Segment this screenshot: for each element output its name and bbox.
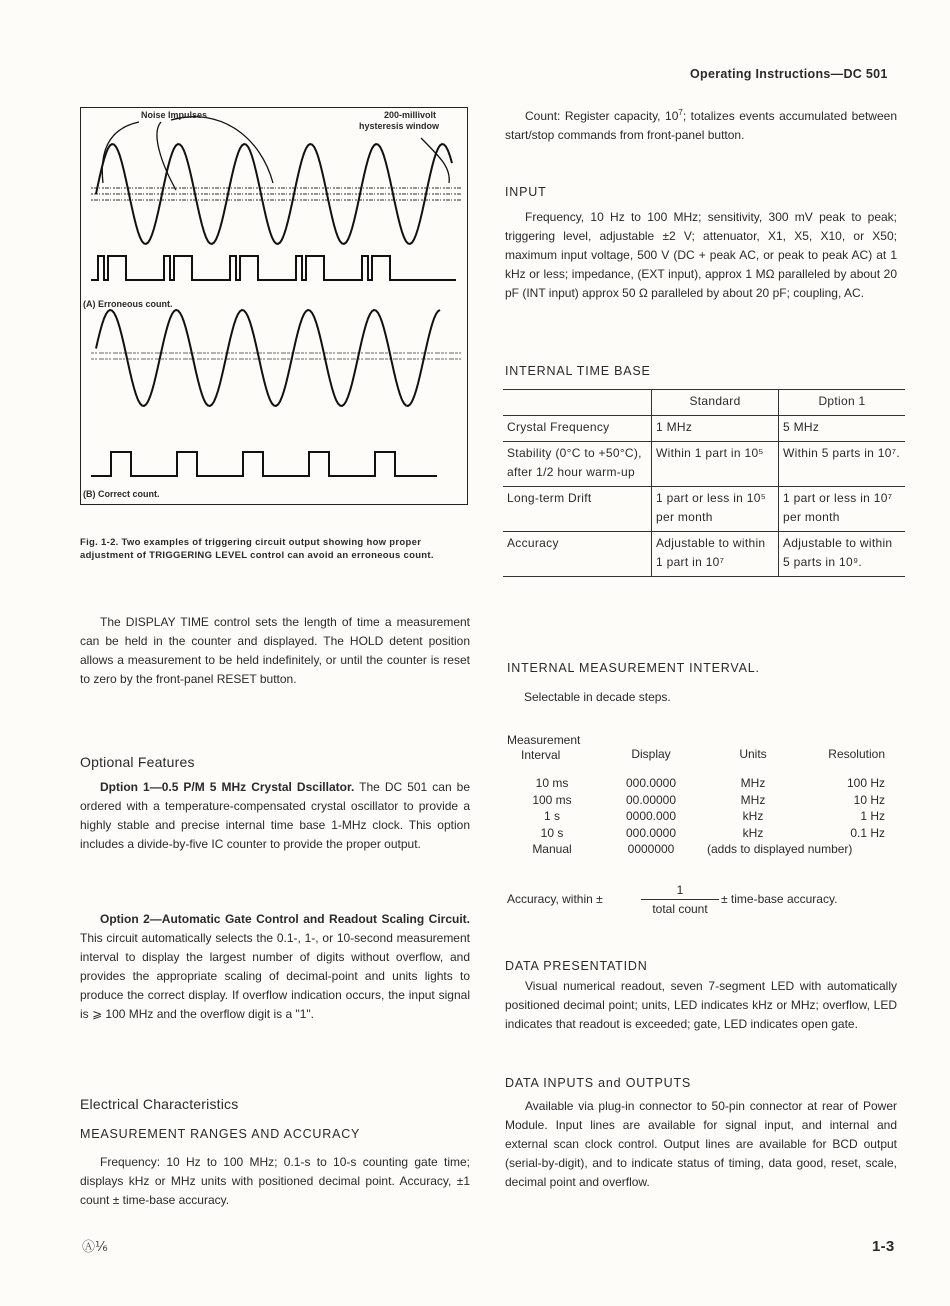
display-time-paragraph: The DISPLAY TIME control sets the length of time a measurement can be held in the counter and displayed. The HOLD detent position allows a measurement to be held indefinitely, or until the counter is reset to zero by the front-panel RESET button. <box>80 615 470 686</box>
col-interval-line2: Interval <box>521 748 561 762</box>
cell-interval: 1 s <box>543 809 560 824</box>
sine-wave-b <box>96 310 440 406</box>
cell-interval: 10 s <box>540 825 564 840</box>
col-interval <box>507 733 597 763</box>
cell-interval: Manual <box>532 842 572 857</box>
time-base-table <box>503 389 905 577</box>
publisher-logo: Ⓐ⅙ <box>82 1239 108 1254</box>
row-option: Within 5 parts in 10⁷. <box>779 442 906 487</box>
time-base-heading: INTERNAL TIME BASE <box>505 364 651 378</box>
col-standard: Standard <box>652 390 779 416</box>
accuracy-post: ± time-base accuracy. <box>721 892 838 906</box>
option1-paragraph <box>80 778 470 854</box>
measurement-ranges-heading: MEASUREMENT RANGES AND ACCURACY <box>80 1127 361 1141</box>
input-heading: INPUT <box>505 185 547 199</box>
noise-band-a <box>91 188 461 200</box>
table-row <box>507 825 903 842</box>
row-standard: Adjustable to within 1 part in 10⁷ <box>652 532 779 577</box>
cell-units: MHz <box>740 776 766 790</box>
col-resolution: Resolution <box>828 747 885 762</box>
table-row <box>503 442 905 487</box>
accuracy-pre: Accuracy, within ± <box>507 892 603 906</box>
cell-display: 0000.000 <box>625 809 677 824</box>
pulse-train-b <box>91 452 437 476</box>
hysteresis-label-2: hysteresis window <box>359 121 440 131</box>
table-row <box>507 792 903 809</box>
cell-units: kHz <box>742 809 764 824</box>
count-pre: Count: Register capacity, 10 <box>525 109 679 123</box>
count-exponent: 7 <box>678 108 683 117</box>
row-option: 5 MHz <box>779 416 906 442</box>
electrical-characteristics-heading: Electrical Characteristics <box>80 1096 239 1112</box>
row-standard: Within 1 part in 10⁵ <box>652 442 779 487</box>
interval-subtext: Selectable in decade steps. <box>524 690 671 704</box>
accuracy-denominator: total count <box>652 902 708 916</box>
cell-resolution: 100 Hz <box>846 776 885 790</box>
row-standard: 1 MHz <box>652 416 779 442</box>
row-standard: 1 part or less in 10⁵ per month <box>652 487 779 532</box>
optional-features-heading: Optional Features <box>80 754 195 770</box>
option2-paragraph <box>80 910 470 1024</box>
row-label: Crystal Frequency <box>503 416 652 442</box>
table-row <box>507 775 903 792</box>
row-label: Accuracy <box>503 532 652 577</box>
erroneous-count-label: (A) Erroneous count. <box>83 299 173 309</box>
col-option1: Dption 1 <box>779 390 906 416</box>
page-number: 1-3 <box>872 1238 895 1255</box>
page-header-title: Operating Instructions—DC 501 <box>690 67 888 81</box>
option1-lead: Dption 1—0.5 P/M 5 MHz Crystal Dscillator. <box>100 780 355 794</box>
row-option: 1 part or less in 10⁷ per month <box>779 487 906 532</box>
cell-resolution: 10 Hz <box>853 792 885 807</box>
input-paragraph: Frequency, 10 Hz to 100 MHz; sensitivity, 300 mV peak to peak; triggering level, adjustable ±2 V; attenuator, X1, X5, X10, or X50; maximum input voltage, 500 V (DC + peak AC, or peak to peak AC) at 1 kHz or less; impedance, (EXT input), approx 1 MΩ paralleled by about 20 pF (INT input) approx 50 Ω paralleled by about 20 pF; coupling, AC. <box>505 210 897 300</box>
pulse-train-a <box>91 256 456 280</box>
measurement-interval-table <box>507 733 903 858</box>
table-row <box>507 808 903 825</box>
row-label: Stability (0°C to +50°C), after 1/2 hour warm-up <box>503 442 652 487</box>
row-option: Adjustable to within 5 parts in 10⁹. <box>779 532 906 577</box>
data-io-heading: DATA INPUTS and OUTPUTS <box>505 1076 692 1090</box>
count-paragraph <box>505 107 897 145</box>
cell-units: (adds to displayed number) <box>707 842 853 857</box>
frequency-paragraph: Frequency: 10 Hz to 100 MHz; 0.1-s to 10-s counting gate time; displays kHz or MHz units with positioned decimal point. Accuracy, ±1 count ± time-base accuracy. <box>80 1155 470 1207</box>
cell-units: kHz <box>742 825 764 840</box>
count-post: ; totalizes events accumulated between start/stop commands from front-panel button. <box>505 109 897 142</box>
cell-resolution: 0.1 Hz <box>850 825 885 840</box>
measurement-interval-heading: INTERNAL MEASUREMENT INTERVAL. <box>507 661 760 675</box>
cell-display: 000.0000 <box>625 776 677 790</box>
col-display: Display <box>631 747 671 762</box>
cell-resolution: 1 Hz <box>860 809 885 824</box>
noise-band-b <box>91 353 461 359</box>
hysteresis-label-1: 200-millivolt <box>384 110 437 120</box>
cell-units: MHz <box>740 792 766 807</box>
option2-lead: Option 2—Automatic Gate Control and Readout Scaling Circuit. <box>100 912 470 926</box>
table-row <box>503 416 905 442</box>
correct-count-label: (B) Correct count. <box>83 489 160 499</box>
row-label: Long-term Drift <box>503 487 652 532</box>
table-row <box>503 487 905 532</box>
cell-display: 0000000 <box>627 842 675 857</box>
table-row <box>507 841 903 858</box>
option1-body: The DC 501 can be ordered with a temperature-compensated crystal oscillator to provide a highly stable and precise internal time base 1-MHz clock. This option includes a divide-by-five IC counter to provide the proper output. <box>80 780 470 851</box>
option2-body: This circuit automatically selects the 0.1-, 1-, or 10-second measurement interval to display the largest number of digits without overflow, and provides the appropriate scaling of decimal-point and units lights to produce the correct display. If overflow indication occurs, the input signal is ⩾ 100 MHz and the overflow digit is a "1". <box>80 931 470 1021</box>
cell-display: 00.00000 <box>625 792 677 807</box>
col-units: Units <box>739 747 767 762</box>
cell-interval: 10 ms <box>535 776 569 790</box>
accuracy-formula <box>507 880 907 920</box>
data-io-paragraph: Available via plug-in connector to 50-pin connector at rear of Power Module. Input lines are available for signal input, and internal and external scan clock control. Output lines are available for BCD output (serial-by-digit), and to indicate status of timing, data good, reset, scale, decimal point and overflow. <box>505 1099 897 1189</box>
figure-caption: Fig. 1-2. Two examples of triggering circuit output showing how proper adjustment of TRIGGERING LEVEL control can avoid an erroneous count. <box>80 537 434 561</box>
data-presentation-heading: DATA PRESENTATIDN <box>505 959 648 973</box>
accuracy-numerator: 1 <box>676 883 684 897</box>
cell-display: 000.0000 <box>625 825 677 840</box>
noise-impulses-label: Noise Impulses <box>141 110 208 120</box>
table-row <box>503 532 905 577</box>
col-interval-line1: Measurement <box>507 733 581 747</box>
cell-interval: 100 ms <box>532 792 572 807</box>
data-presentation-paragraph: Visual numerical readout, seven 7-segment LED with automatically positioned decimal point; units, LED indicates kHz or MHz; overflow, LED indicates that readout is exceeded; gate, LED indicates open gate. <box>505 979 897 1031</box>
figure-waveforms <box>80 107 468 505</box>
